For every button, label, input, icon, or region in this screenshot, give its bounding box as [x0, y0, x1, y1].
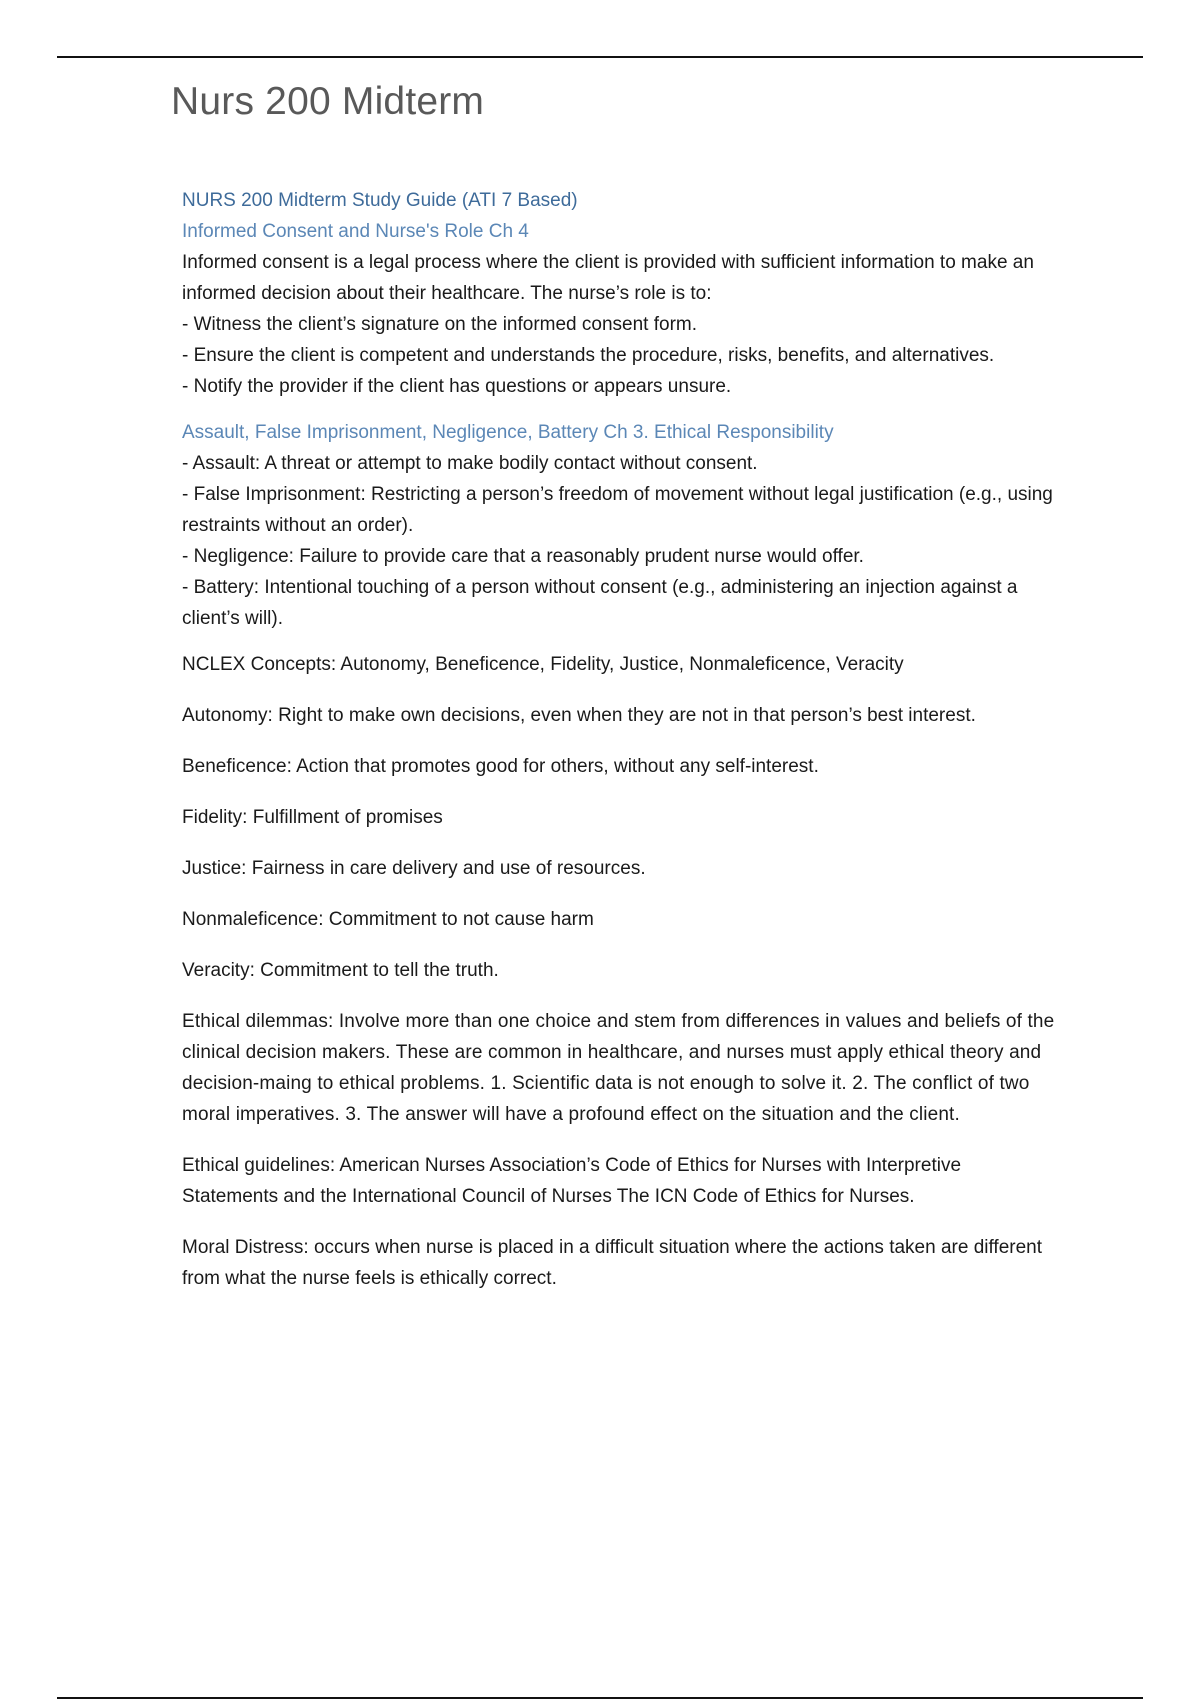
- legal-terms-section: [182, 417, 1062, 634]
- nurse-role-item: - Ensure the client is competent and understands the procedure, risks, benefits, and alternatives.: [182, 345, 995, 366]
- nurse-role-item: - Witness the client’s signature on the informed consent form.: [182, 314, 698, 335]
- moral-distress-paragraph: Moral Distress: occurs when nurse is placed in a difficult situation where the actions taken are different from what the nurse feels is ethically correct.: [182, 1237, 1043, 1289]
- legal-terms-heading: Assault, False Imprisonment, Negligence, Battery Ch 3. Ethical Responsibility: [182, 422, 834, 443]
- top-rule: [57, 56, 1143, 58]
- nclex-concepts-paragraph: NCLEX Concepts: Autonomy, Beneficence, Fidelity, Justice, Nonmaleficence, Veracity: [182, 654, 904, 675]
- ethical-dilemmas-paragraph: Ethical dilemmas: Involve more than one choice and stem from differences in values and beliefs of the clinical decision makers. These are common in healthcare, and nurses must apply ethical theory and decision-maing to ethical problems. 1. Scientific data is not enough to solve it. 2. The conflict of two moral imperatives. 3. The answer will have a profound effect on the situation and the client.: [182, 1011, 1055, 1125]
- nonmaleficence-paragraph: Nonmaleficence: Commitment to not cause harm: [182, 909, 594, 930]
- justice-paragraph: Justice: Fairness in care delivery and use of resources.: [182, 858, 646, 879]
- informed-consent-heading: Informed Consent and Nurse's Role Ch 4: [182, 221, 529, 242]
- autonomy-paragraph: Autonomy: Right to make own decisions, even when they are not in that person’s best interest.: [182, 705, 976, 726]
- veracity-paragraph: Veracity: Commitment to tell the truth.: [182, 960, 499, 981]
- legal-term-item: - Assault: A threat or attempt to make bodily contact without consent.: [182, 453, 758, 474]
- beneficence-paragraph: Beneficence: Action that promotes good for others, without any self-interest.: [182, 756, 819, 777]
- nurse-role-item: - Notify the provider if the client has questions or appears unsure.: [182, 376, 732, 397]
- fidelity-paragraph: Fidelity: Fulfillment of promises: [182, 807, 443, 828]
- ethical-guidelines-paragraph: Ethical guidelines: American Nurses Association’s Code of Ethics for Nurses with Interpretive Statements and the International Council of Nurses The ICN Code of Ethics for Nurses.: [182, 1155, 962, 1207]
- legal-term-item: - Battery: Intentional touching of a person without consent (e.g., administering an injection against a client’s will).: [182, 577, 1018, 629]
- document-title: Nurs 200 Midterm: [171, 80, 485, 123]
- informed-consent-section: [182, 216, 1062, 402]
- informed-consent-intro: Informed consent is a legal process where the client is provided with sufficient information to make an informed decision about their healthcare. The nurse’s role is to:: [182, 252, 1034, 304]
- legal-term-item: - False Imprisonment: Restricting a person’s freedom of movement without legal justification (e.g., using restraints without an order).: [182, 484, 1053, 536]
- document-body: [182, 185, 1062, 1314]
- bottom-rule: [57, 1697, 1143, 1699]
- legal-term-item: - Negligence: Failure to provide care that a reasonably prudent nurse would offer.: [182, 546, 864, 567]
- study-guide-heading: NURS 200 Midterm Study Guide (ATI 7 Based): [182, 190, 578, 211]
